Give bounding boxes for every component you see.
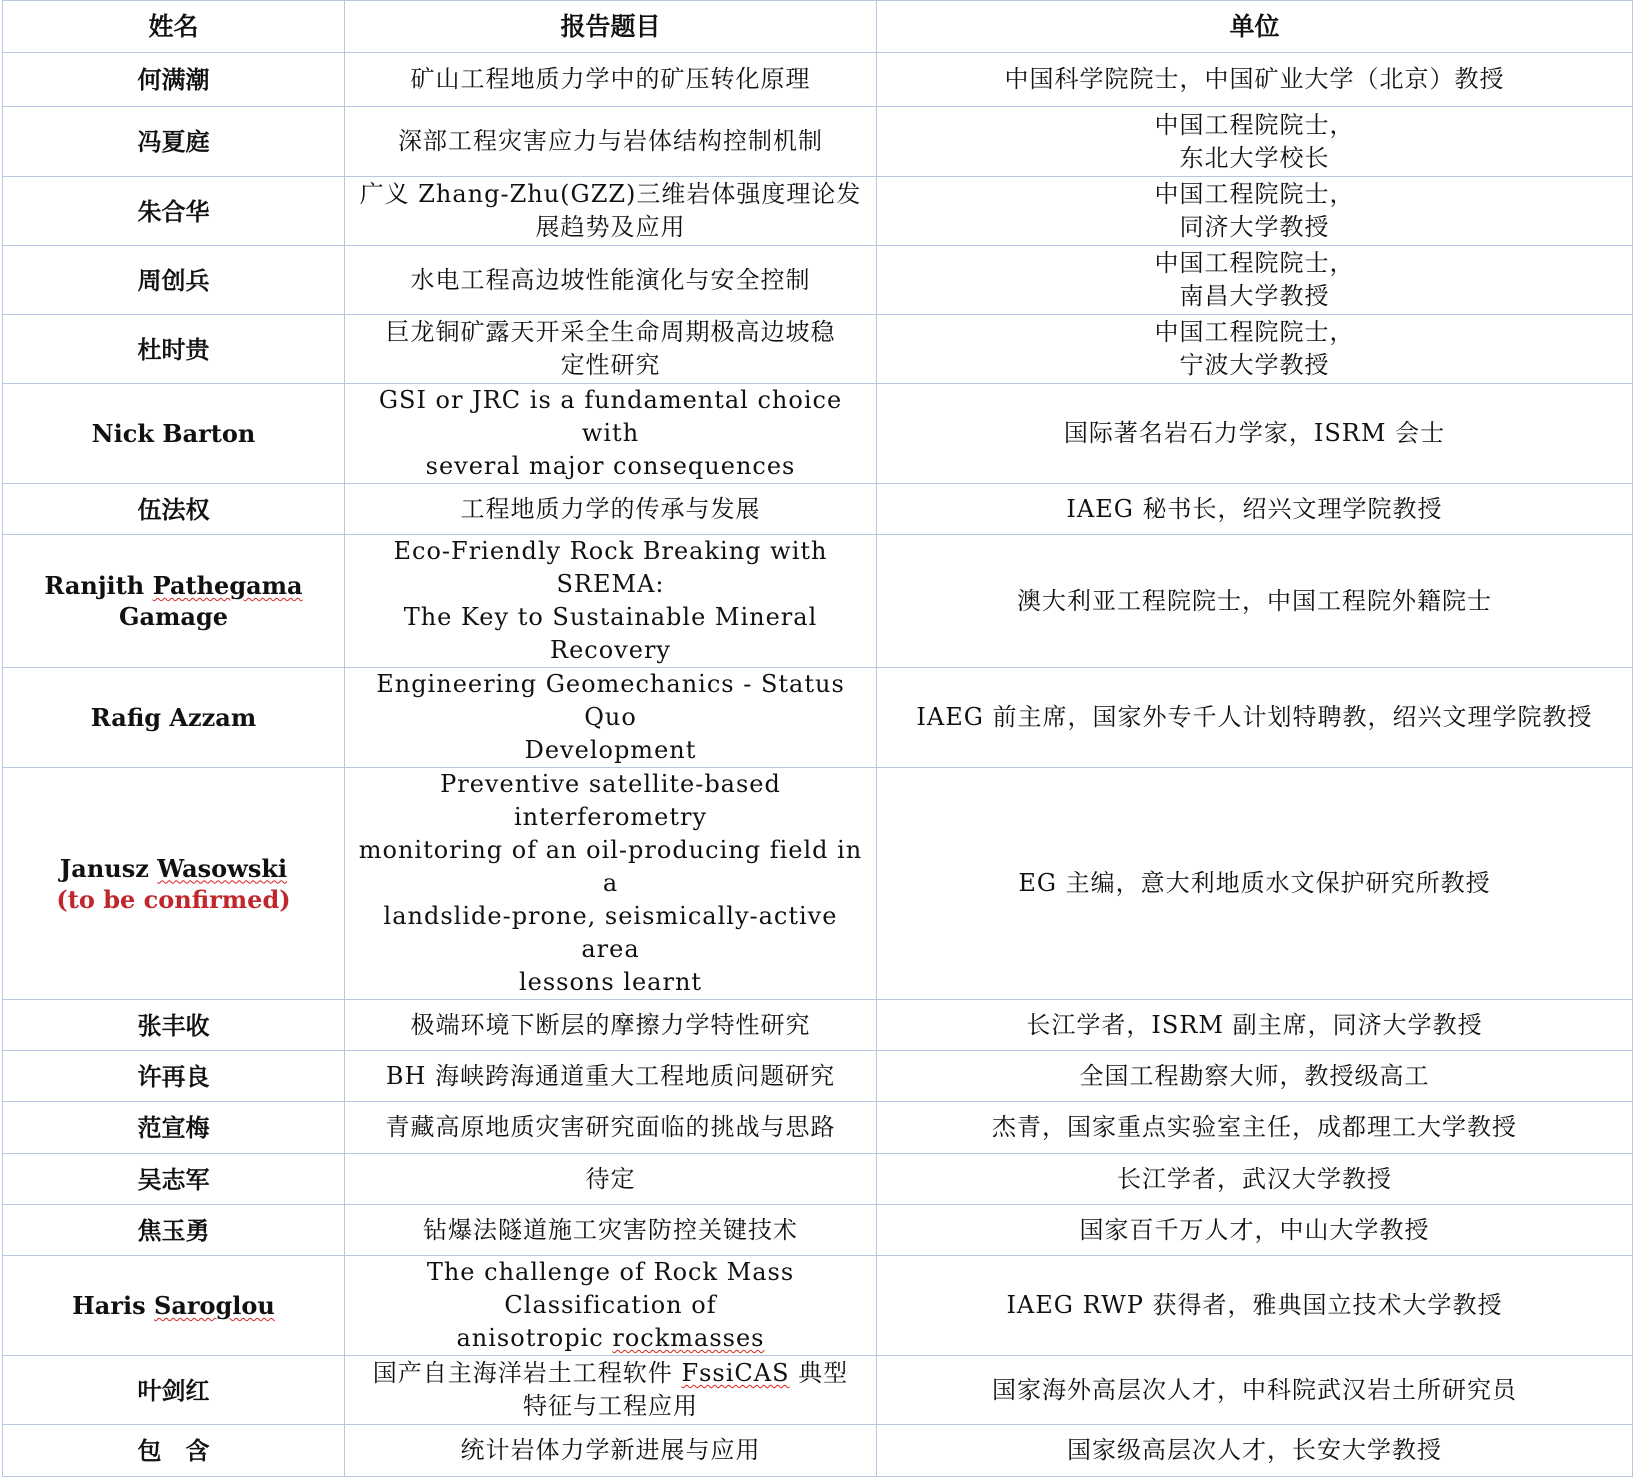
report-title	[345, 315, 877, 384]
cell-line: Rafig Azzam	[90, 703, 257, 732]
cell-line: 国家海外高层次人才，中科院武汉岩土所研究员	[992, 1375, 1517, 1404]
spellcheck-mark: Pathegama	[152, 571, 303, 600]
cell-line: 朱合华	[137, 196, 210, 226]
table-row	[3, 384, 1633, 484]
cell-line: Gamage	[118, 602, 229, 631]
cell-line: 中国科学院院士，中国矿业大学（北京）教授	[1004, 65, 1505, 93]
table-row	[3, 1102, 1633, 1154]
table-row	[3, 535, 1633, 668]
cell-line: Engineering Geomechanics - Status Quo	[376, 670, 845, 731]
cell-line: Preventive satellite-based interferometry	[440, 770, 781, 831]
speaker-name	[3, 315, 345, 384]
speaker-name	[3, 1102, 345, 1154]
report-title	[345, 1256, 877, 1356]
report-title	[345, 1051, 877, 1102]
affiliation	[877, 1000, 1633, 1051]
report-title	[345, 107, 877, 177]
spellcheck-mark: FssiCAS	[681, 1359, 790, 1387]
cell-line: 国家级高层次人才，长安大学教授	[1067, 1436, 1442, 1464]
report-title	[345, 1000, 877, 1051]
spellcheck-mark: Wasowski	[157, 853, 288, 883]
cell-line: Haris Saroglou	[72, 1291, 275, 1320]
affiliation	[877, 1256, 1633, 1356]
confirmation-note: (to be confirmed)	[56, 884, 291, 914]
cell-line: 宁波大学教授	[1179, 351, 1330, 379]
report-title	[345, 384, 877, 484]
cell-line: 长江学者，ISRM 副主席，同济大学教授	[1026, 1010, 1483, 1039]
cell-line: 待定	[585, 1164, 636, 1193]
header-row	[3, 1, 1633, 53]
report-title	[345, 1102, 877, 1154]
cell-line: 东北大学校长	[1179, 143, 1330, 172]
cell-line: The challenge of Rock Mass Classification of	[426, 1258, 795, 1319]
speaker-name	[3, 177, 345, 246]
cell-line: 杜时贵	[137, 334, 210, 364]
affiliation	[877, 484, 1633, 535]
table-row	[3, 484, 1633, 535]
cell-line: 极端环境下断层的摩擦力学特性研究	[410, 1010, 811, 1039]
table-row	[3, 246, 1633, 315]
table-row	[3, 107, 1633, 177]
affiliation	[877, 177, 1633, 246]
cell-line: landslide-prone, seismically-active area	[383, 902, 838, 963]
cell-line: 全国工程勘察大师，教授级高工	[1079, 1061, 1430, 1090]
header-unit: 单位	[877, 1, 1633, 53]
table-row	[3, 1051, 1633, 1102]
affiliation	[877, 384, 1633, 484]
speaker-name	[3, 668, 345, 768]
table-row	[3, 1154, 1633, 1205]
report-title	[345, 768, 877, 1000]
speaker-name	[3, 1154, 345, 1205]
speaker-name	[3, 1205, 345, 1256]
cell-line: 国家百千万人才，中山大学教授	[1079, 1215, 1430, 1244]
cell-line: BH 海峡跨海通道重大工程地质问题研究	[385, 1061, 836, 1090]
report-title	[345, 246, 877, 315]
cell-line: 长江学者，武汉大学教授	[1117, 1164, 1392, 1193]
header-title: 报告题目	[345, 1, 877, 53]
cell-line: 叶剑红	[137, 1375, 210, 1405]
affiliation	[877, 668, 1633, 768]
affiliation	[877, 768, 1633, 1000]
cell-line: 国际著名岩石力学家，ISRM 会士	[1063, 419, 1446, 447]
report-title	[345, 535, 877, 668]
affiliation	[877, 1356, 1633, 1425]
cell-line: GSI or JRC is a fundamental choice with	[378, 386, 843, 447]
cell-line: Janusz Wasowski	[59, 853, 288, 883]
table-row	[3, 668, 1633, 768]
affiliation	[877, 535, 1633, 668]
cell-line: 青藏高原地质灾害研究面临的挑战与思路	[385, 1113, 836, 1141]
cell-line: Development	[524, 736, 697, 764]
affiliation	[877, 1425, 1633, 1477]
cell-line: 范宣梅	[137, 1113, 210, 1142]
cell-line: several major consequences	[425, 452, 796, 480]
report-title	[345, 484, 877, 535]
report-title	[345, 177, 877, 246]
table-row	[3, 177, 1633, 246]
speaker-name	[3, 768, 345, 1000]
cell-line: IAEG 前主席，国家外专千人计划特聘教，绍兴文理学院教授	[916, 703, 1593, 731]
cell-line: 中国工程院院士，	[1154, 180, 1355, 208]
affiliation	[877, 53, 1633, 107]
cell-line: Eco-Friendly Rock Breaking with SREMA:	[393, 537, 828, 598]
report-title	[345, 668, 877, 768]
table-row	[3, 315, 1633, 384]
table-row	[3, 1256, 1633, 1356]
table-row	[3, 1356, 1633, 1425]
speaker-name	[3, 1425, 345, 1477]
cell-line: 同济大学教授	[1179, 213, 1330, 241]
cell-line: 中国工程院院士，	[1154, 249, 1355, 277]
affiliation	[877, 315, 1633, 384]
speaker-name	[3, 484, 345, 535]
cell-line: 中国工程院院士，	[1154, 110, 1355, 139]
cell-line: 水电工程高边坡性能演化与安全控制	[410, 265, 811, 294]
report-title	[345, 1425, 877, 1477]
report-title	[345, 1205, 877, 1256]
cell-line: 许再良	[137, 1061, 210, 1091]
cell-line: 矿山工程地质力学中的矿压转化原理	[410, 65, 811, 93]
cell-line: 澳大利亚工程院院士，中国工程院外籍院士	[1017, 586, 1492, 615]
cell-line: Nick Barton	[91, 419, 256, 448]
affiliation	[877, 246, 1633, 315]
cell-line: 国产自主海洋岩土工程软件 FssiCAS 典型	[372, 1359, 849, 1387]
cell-line: 中国工程院院士，	[1154, 318, 1355, 346]
speaker-name	[3, 1356, 345, 1425]
cell-line: 焦玉勇	[137, 1215, 210, 1245]
cell-line: EG 主编，意大利地质水文保护研究所教授	[1018, 869, 1491, 897]
cell-line: 张丰收	[137, 1010, 210, 1040]
speaker-name	[3, 1000, 345, 1051]
speaker-name	[3, 1256, 345, 1356]
speaker-table	[2, 0, 1633, 1477]
cell-line: 巨龙铜矿露天开采全生命周期极高边坡稳	[385, 318, 836, 346]
speaker-name	[3, 384, 345, 484]
affiliation	[877, 1154, 1633, 1205]
cell-line: 伍法权	[137, 494, 210, 524]
cell-line: monitoring of an oil-producing field in a	[358, 836, 863, 897]
cell-line: 深部工程灾害应力与岩体结构控制机制	[398, 127, 823, 155]
speaker-name	[3, 246, 345, 315]
speaker-name	[3, 53, 345, 107]
table-row	[3, 53, 1633, 107]
cell-line: Ranjith Pathegama	[44, 571, 303, 600]
cell-line: 统计岩体力学新进展与应用	[460, 1436, 761, 1464]
spellcheck-mark: rockmasses	[612, 1324, 765, 1352]
cell-line: 工程地质力学的传承与发展	[460, 494, 761, 523]
cell-line: 冯夏庭	[137, 127, 210, 156]
report-title	[345, 1154, 877, 1205]
affiliation	[877, 1205, 1633, 1256]
report-title	[345, 1356, 877, 1425]
table-row	[3, 1425, 1633, 1477]
affiliation	[877, 1102, 1633, 1154]
speaker-name	[3, 107, 345, 177]
cell-line: IAEG 秘书长，绍兴文理学院教授	[1066, 494, 1443, 523]
cell-line: 钻爆法隧道施工灾害防控关键技术	[423, 1215, 798, 1244]
cell-line: 定性研究	[560, 351, 661, 379]
cell-line: 杰青，国家重点实验室主任，成都理工大学教授	[992, 1113, 1517, 1141]
header-name: 姓名	[3, 1, 345, 53]
cell-line: 周创兵	[137, 265, 210, 295]
cell-line: The Key to Sustainable Mineral Recovery	[403, 603, 818, 664]
cell-line: 特征与工程应用	[523, 1392, 698, 1420]
cell-line: IAEG RWP 获得者，雅典国立技术大学教授	[1006, 1291, 1503, 1319]
cell-line: 包 含	[137, 1436, 210, 1465]
spellcheck-mark: Saroglou	[153, 1291, 275, 1320]
cell-line: 何满潮	[137, 65, 210, 94]
speaker-name	[3, 1051, 345, 1102]
table-row	[3, 1000, 1633, 1051]
report-title	[345, 53, 877, 107]
affiliation	[877, 1051, 1633, 1102]
cell-line: 吴志军	[137, 1164, 210, 1194]
speaker-name	[3, 535, 345, 668]
cell-line: anisotropic rockmasses	[456, 1324, 765, 1352]
table-row	[3, 1205, 1633, 1256]
cell-line: 南昌大学教授	[1179, 282, 1330, 310]
cell-line: 广义 Zhang-Zhu(GZZ)三维岩体强度理论发	[359, 180, 862, 208]
cell-line: 展趋势及应用	[535, 213, 686, 241]
cell-line: lessons learnt	[518, 968, 703, 996]
affiliation	[877, 107, 1633, 177]
table-row	[3, 768, 1633, 1000]
